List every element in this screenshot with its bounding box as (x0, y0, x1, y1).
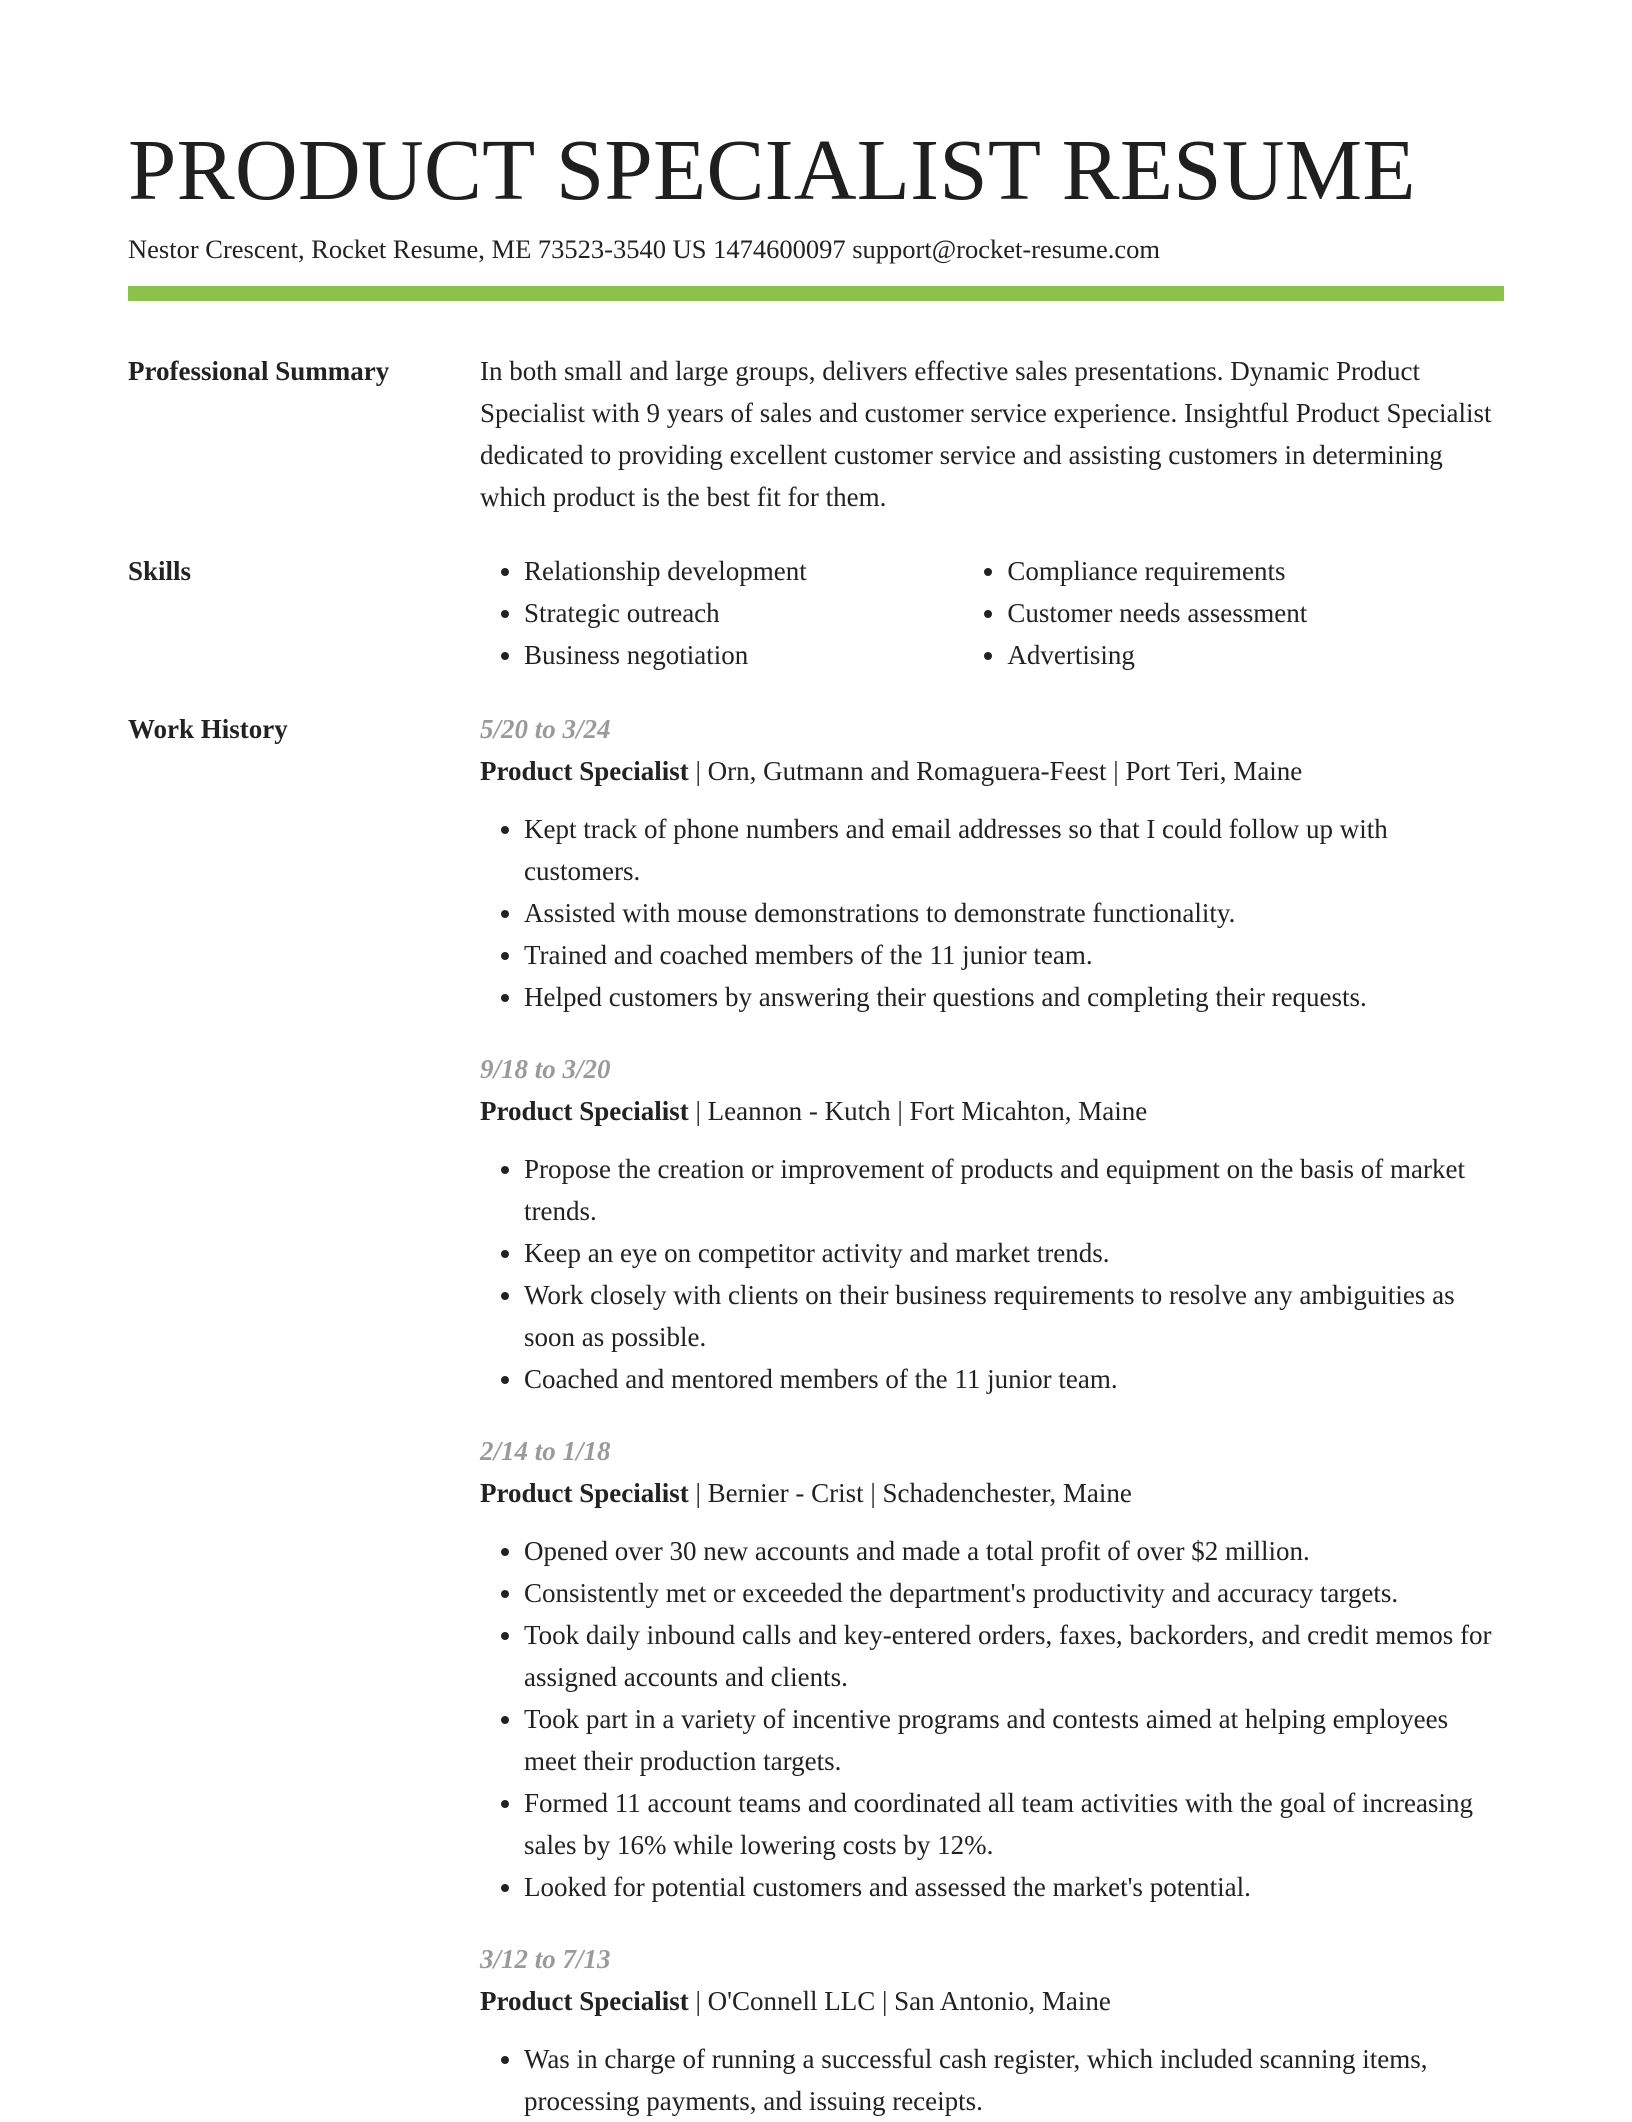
job-bullet-list (480, 2038, 1504, 2122)
skills-column-2 (963, 550, 1504, 676)
contact-line: Nestor Crescent, Rocket Resume, ME 73523-3540 US 1474600097 support@rocket-resume.com (128, 234, 1160, 264)
skills-heading: Skills (128, 556, 192, 586)
job-entry (480, 1430, 1504, 1908)
skill-item: • Advertising (1007, 634, 1504, 676)
job-bullet: • Opened over 30 new accounts and made a total profit of over $2 million. (524, 1530, 1504, 1572)
job-bullet: • Assisted with mouse demonstrations to demonstrate functionality. (524, 892, 1504, 934)
skill-item: • Relationship development (524, 550, 963, 592)
summary-heading: Professional Summary (128, 356, 390, 386)
work-history-body (480, 708, 1504, 2122)
job-bullet: • Looked for potential customers and assessed the market's potential. (524, 1866, 1504, 1908)
resume-content (128, 350, 1504, 2122)
job-dates: 5/20 to 3/24 (480, 714, 611, 744)
work-history-section (128, 708, 1504, 2122)
skill-item: • Strategic outreach (524, 592, 963, 634)
job-bullet: • Propose the creation or improvement of products and equipment on the basis of market trends. (524, 1148, 1504, 1232)
summary-body (480, 350, 1504, 518)
work-history-heading: Work History (128, 714, 288, 744)
skills-body (480, 550, 1504, 676)
job-title: Product Specialist (480, 1478, 689, 1508)
job-title: Product Specialist (480, 1096, 689, 1126)
skills-column-1 (480, 550, 963, 676)
job-bullet: • Consistently met or exceeded the department's productivity and accuracy targets. (524, 1572, 1504, 1614)
skills-section (128, 550, 1504, 676)
job-bullet-list (480, 808, 1504, 1018)
job-heading-line (480, 1472, 1504, 1514)
resume-title: PRODUCT SPECIALIST RESUME (128, 121, 1416, 218)
job-entry (480, 708, 1504, 1018)
job-heading-line (480, 1980, 1504, 2022)
job-entry (480, 1938, 1504, 2122)
job-heading-line (480, 750, 1504, 792)
job-title: Product Specialist (480, 756, 689, 786)
accent-divider (128, 286, 1504, 301)
job-details: | O'Connell LLC | San Antonio, Maine (688, 1986, 1111, 2016)
job-dates: 2/14 to 1/18 (480, 1436, 611, 1466)
job-bullet: • Formed 11 account teams and coordinated all team activities with the goal of increasing sales by 16% while lowering costs by 12%. (524, 1782, 1504, 1866)
job-entry (480, 1048, 1504, 1400)
skill-item: • Compliance requirements (1007, 550, 1504, 592)
job-details: | Leannon - Kutch | Fort Micahton, Maine (688, 1096, 1148, 1126)
skill-item: • Customer needs assessment (1007, 592, 1504, 634)
skill-item: • Business negotiation (524, 634, 963, 676)
job-bullet: • Kept track of phone numbers and email addresses so that I could follow up with customers. (524, 808, 1504, 892)
job-bullet: • Work closely with clients on their business requirements to resolve any ambiguities as soon as possible. (524, 1274, 1504, 1358)
job-bullet: • Took part in a variety of incentive programs and contests aimed at helping employees meet their production targets. (524, 1698, 1504, 1782)
job-details: | Bernier - Crist | Schadenchester, Maine (688, 1478, 1132, 1508)
job-bullet-list (480, 1530, 1504, 1908)
job-title: Product Specialist (480, 1986, 689, 2016)
job-details: | Orn, Gutmann and Romaguera-Feest | Port Teri, Maine (688, 756, 1303, 786)
job-bullet: • Trained and coached members of the 11 junior team. (524, 934, 1504, 976)
job-bullet: • Keep an eye on competitor activity and market trends. (524, 1232, 1504, 1274)
job-bullet: • Helped customers by answering their questions and completing their requests. (524, 976, 1504, 1018)
job-bullet: • Took daily inbound calls and key-entered orders, faxes, backorders, and credit memos for assigned accounts and clients. (524, 1614, 1504, 1698)
job-dates: 3/12 to 7/13 (480, 1944, 611, 1974)
job-bullet: • Coached and mentored members of the 11 junior team. (524, 1358, 1504, 1400)
job-dates: 9/18 to 3/20 (480, 1054, 611, 1084)
job-bullet: • Was in charge of running a successful cash register, which included scanning items, processing payments, and issuing receipts. (524, 2038, 1504, 2122)
job-bullet-list (480, 1148, 1504, 1400)
summary-text: In both small and large groups, delivers effective sales presentations. Dynamic Product Specialist with 9 years of sales and customer service experience. Insightful Product Specialist dedicated to providing excellent customer service and assisting customers in determining which product is the best fit for them. (480, 356, 1492, 512)
summary-section (128, 350, 1504, 518)
job-heading-line (480, 1090, 1504, 1132)
